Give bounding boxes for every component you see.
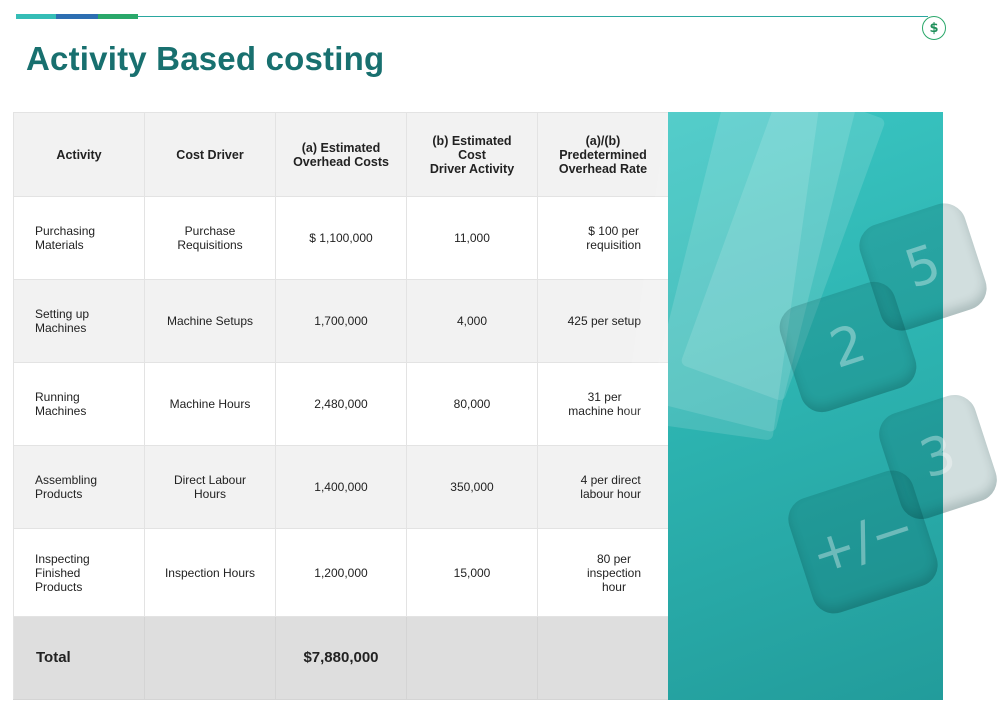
activity-cell: Assembling Products [14,446,145,529]
dollar-icon: $ [922,16,946,40]
driver-activity-cell: 4,000 [407,280,538,363]
driver-activity-cell: 350,000 [407,446,538,529]
overhead-rate-cell: 80 per inspection hour [538,529,669,617]
overhead-rate-cell: 31 per machine hour [538,363,669,446]
cost-driver-cell: Inspection Hours [145,529,276,617]
table-row [14,280,669,363]
activity-cell: Inspecting Finished Products [14,529,145,617]
calculator-money-image [668,112,964,700]
overhead-cost-cell: 1,700,000 [276,280,407,363]
total-label: Total [14,617,145,700]
calculator-key: +/− [783,465,944,619]
driver-activity-cell: 11,000 [407,197,538,280]
page-title: Activity Based costing [26,40,385,77]
total-row [14,617,669,700]
column-header-overhead-costs: (a) Estimated Overhead Costs [276,113,407,197]
calculator-key: 2 [774,276,922,418]
cost-driver-cell: Machine Hours [145,363,276,446]
overhead-rate-cell: 4 per direct labour hour [538,446,669,529]
column-header-activity: Activity [14,113,145,197]
overhead-cost-cell: 1,200,000 [276,529,407,617]
accent-segment-blue [56,14,98,19]
overhead-rate-cell: 425 per setup [538,280,669,363]
activity-cost-table [13,112,669,700]
overhead-cost-cell: 1,400,000 [276,446,407,529]
total-overhead-cost: $7,880,000 [276,617,407,700]
activity-cell: Running Machines [14,363,145,446]
table-row [14,197,669,280]
driver-activity-cell: 80,000 [407,363,538,446]
column-header-overhead-rate: (a)/(b) Predetermined Overhead Rate [538,113,669,197]
accent-bar [16,14,138,19]
overhead-rate-cell: $ 100 per requisition [538,197,669,280]
column-header-cost-driver: Cost Driver [145,113,276,197]
overhead-cost-cell: $ 1,100,000 [276,197,407,280]
table-row [14,446,669,529]
table-row [14,529,669,617]
cost-driver-cell: Machine Setups [145,280,276,363]
table-row [14,363,669,446]
table-header-row [14,113,669,197]
header-rule [138,16,928,17]
overhead-cost-cell: 2,480,000 [276,363,407,446]
activity-cell: Setting up Machines [14,280,145,363]
cost-driver-cell: Direct Labour Hours [145,446,276,529]
total-empty-cell [145,617,276,700]
total-empty-cell [538,617,669,700]
cost-driver-cell: Purchase Requisitions [145,197,276,280]
driver-activity-cell: 15,000 [407,529,538,617]
calculator-key: 5 [854,198,993,337]
calculator-key: 3 [873,389,1002,525]
activity-cell: Purchasing Materials [14,197,145,280]
accent-segment-teal [16,14,56,19]
total-empty-cell [407,617,538,700]
accent-segment-green [98,14,138,19]
column-header-driver-activity: (b) Estimated Cost Driver Activity [407,113,538,197]
